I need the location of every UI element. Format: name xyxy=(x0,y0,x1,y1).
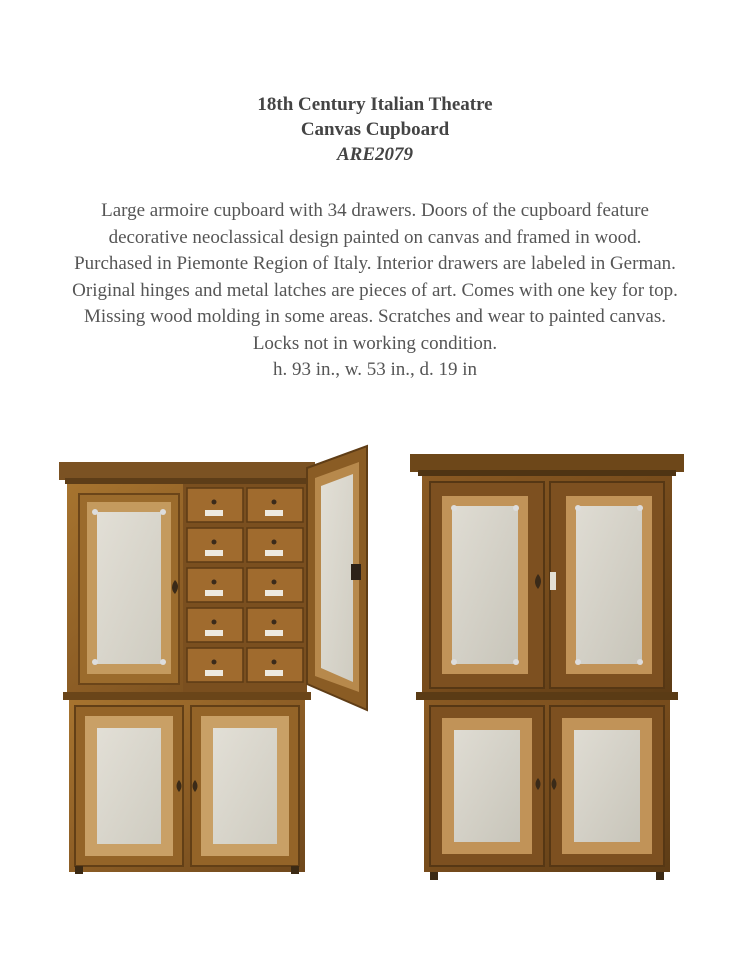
photo-area xyxy=(0,440,750,900)
document-header xyxy=(0,92,750,167)
title-line-2: Canvas Cupboard xyxy=(300,119,450,140)
item-code: ARE2079 xyxy=(336,144,414,165)
cupboard-open-door-photo xyxy=(55,440,375,880)
description-block xyxy=(70,198,680,384)
title-line-1: 18th Century Italian Theatre xyxy=(257,94,493,115)
cupboard-closed-photo xyxy=(408,448,688,884)
crown-molding xyxy=(410,454,684,472)
crown-molding xyxy=(59,462,315,480)
description-text: Large armoire cupboard with 34 drawers. Doors of the cupboard feature decorative neoclassical design painted on canvas and framed in wood. Purchased in Piemonte Region of Italy. Interior drawers are labeled in German. Original hinges and metal latches are pieces of art. Comes with one key for top. Missing wood molding in some areas. Scratches and wear to painted canvas. Locks not in working condition. xyxy=(72,200,678,354)
painted-canvas-panel xyxy=(452,506,518,664)
dimensions-text: h. 93 in., w. 53 in., d. 19 in xyxy=(272,359,478,380)
painted-canvas-panel xyxy=(97,512,161,664)
